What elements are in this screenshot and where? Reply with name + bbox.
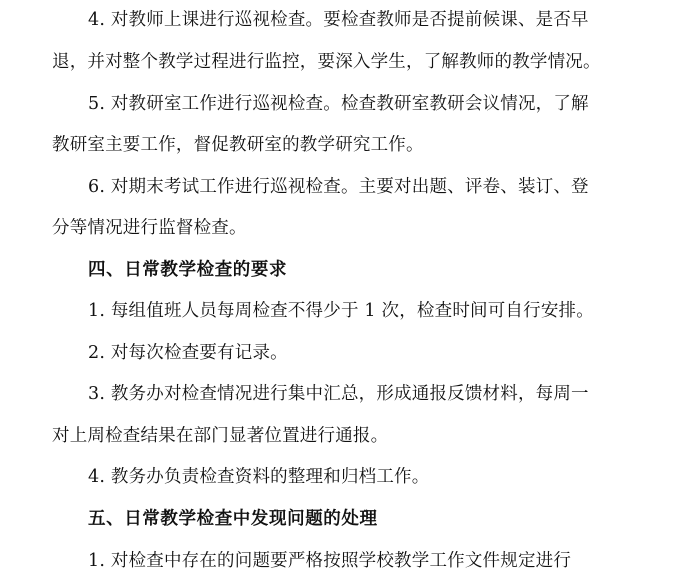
- paragraph-line: 5. 对教研室工作进行巡视检查。检查教研室教研会议情况，了解: [88, 94, 589, 114]
- paragraph-line: 3. 教务办对检查情况进行集中汇总，形成通报反馈材料，每周一: [88, 384, 589, 404]
- paragraph-line: 4. 对教师上课进行巡视检查。要检查教师是否提前候课、是否早: [88, 10, 589, 30]
- paragraph-line: 对上周检查结果在部门显著位置进行通报。: [52, 426, 389, 446]
- paragraph-line: 退，并对整个教学过程进行监控，要深入学生，了解教师的教学情况。: [52, 52, 601, 72]
- paragraph-line: 2. 对每次检查要有记录。: [88, 343, 288, 363]
- section-heading: 四、日常教学检查的要求: [88, 260, 288, 280]
- paragraph-line: 1. 对检查中存在的问题要严格按照学校教学工作文件规定进行: [88, 551, 572, 571]
- paragraph-line: 教研室主要工作，督促教研室的教学研究工作。: [52, 135, 424, 155]
- paragraph-line: 1. 每组值班人员每周检查不得少于 1 次，检查时间可自行安排。: [88, 301, 594, 321]
- section-heading: 五、日常教学检查中发现问题的处理: [88, 509, 378, 529]
- paragraph-line: 4. 教务办负责检查资料的整理和归档工作。: [88, 467, 430, 487]
- paragraph-line: 6. 对期末考试工作进行巡视检查。主要对出题、评卷、装订、登: [88, 177, 589, 197]
- paragraph-line: 分等情况进行监督检查。: [52, 218, 247, 238]
